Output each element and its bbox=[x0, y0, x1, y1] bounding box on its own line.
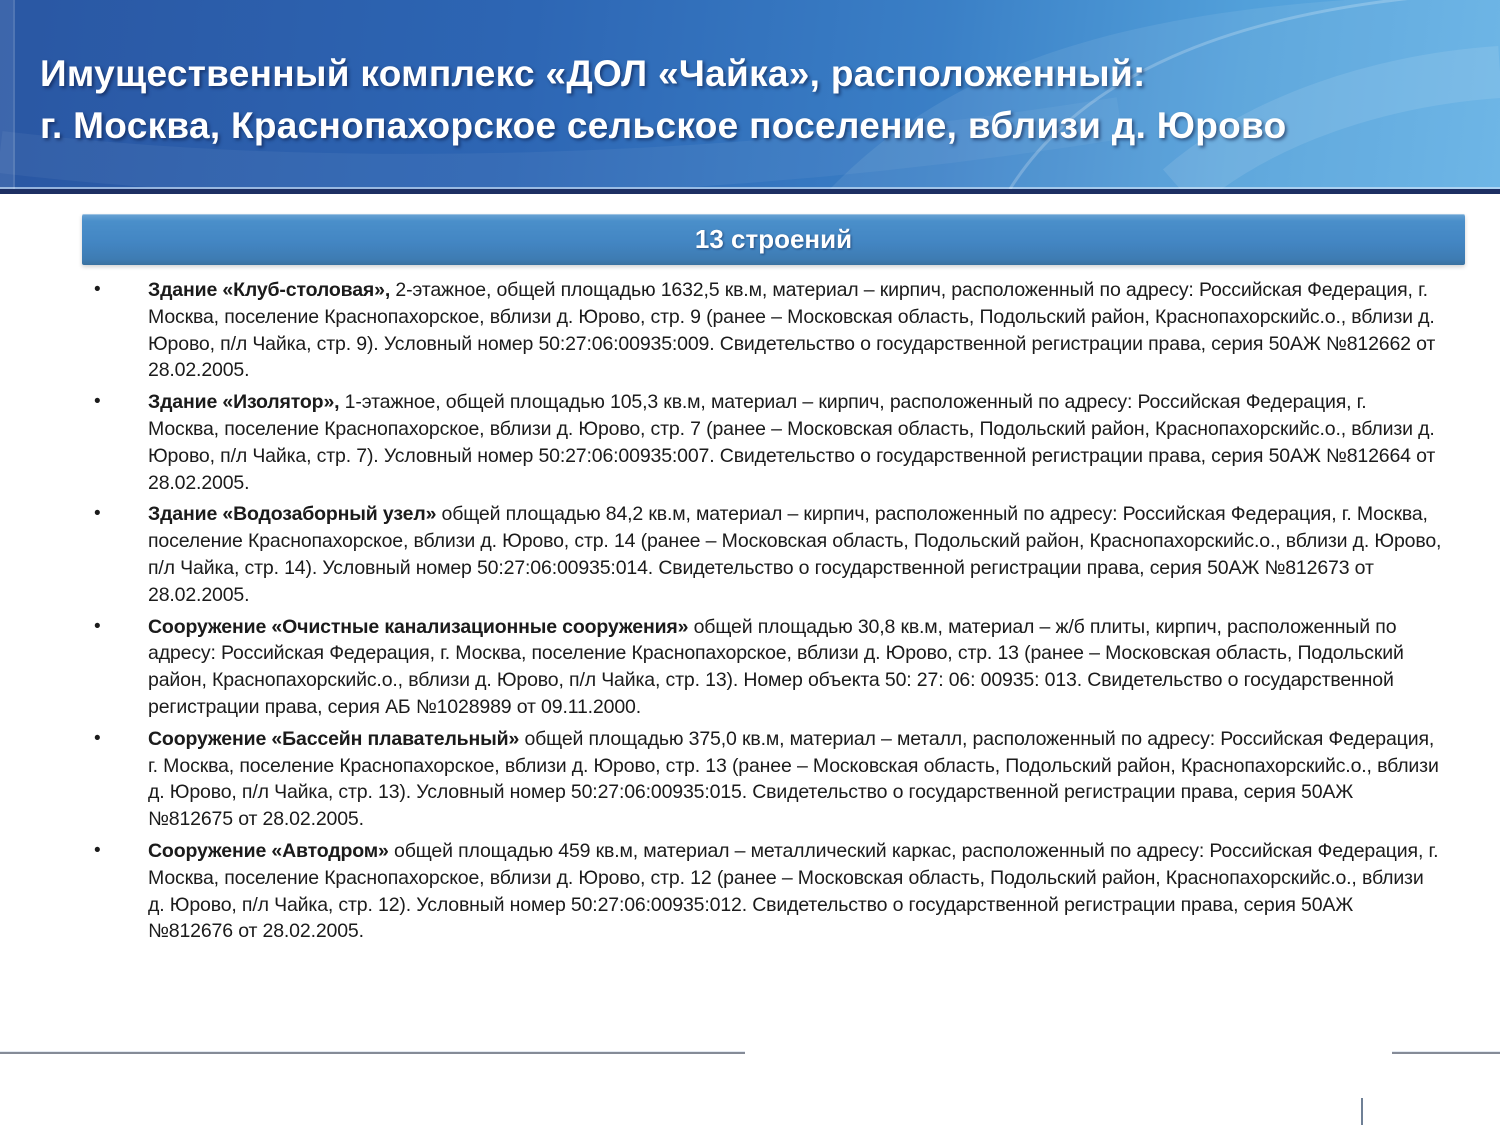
footer-line-right bbox=[1392, 1052, 1500, 1054]
building-details: общей площадью 459 кв.м, материал – металлический каркас, расположенный по адресу: Российская Федерация, г. Москва, поселение Краснопахорское, вблизи д. Юрово, стр. 12 (ранее – Московская область, Подольский район, Краснопахорскийс.о., вблизи д. Юрово, п/л Чайка, стр. 12). Условный номер 50:27:06:00935:012. Свидетельство о государственной регистрации права, серия 50АЖ №812676 от 28.02.2005. bbox=[148, 839, 1439, 943]
building-name: Сооружение «Автодром» bbox=[148, 839, 389, 862]
list-item-vodozaborny-uzel bbox=[82, 501, 1442, 608]
bullet-marker: • bbox=[94, 615, 101, 637]
building-details: общей площадью 375,0 кв.м, материал – металл, расположенный по адресу: Российская Федерация, г. Москва, поселение Краснопахорское, вблизи д. Юрово, стр. 13 (ранее – Московская область, Подольский район, Краснопахорскийс.о., вблизи д. Юрово, п/л Чайка, стр. 13). Условный номер 50:27:06:00935:015. Свидетельство о государственной регистрации права, серия 50АЖ №812675 от 28.02.2005. bbox=[148, 727, 1439, 831]
slide-title-line-2: г. Москва, Краснопахорское сельское поселение, вблизи д. Юрово bbox=[40, 105, 1287, 146]
list-item-club-stolovaya bbox=[82, 277, 1442, 384]
building-name: Здание «Клуб-столовая», bbox=[148, 279, 391, 301]
list-item-bassein bbox=[82, 726, 1442, 833]
bullet-marker: • bbox=[94, 727, 101, 749]
bullet-marker: • bbox=[94, 391, 101, 413]
slide-title bbox=[40, 48, 1286, 152]
list-item-avtodrom bbox=[82, 838, 1442, 945]
building-name: Здание «Изолятор», bbox=[148, 391, 340, 414]
buildings-count-label: 13 строений bbox=[694, 224, 853, 254]
buildings-count-banner bbox=[82, 214, 1465, 265]
building-details: общей площадью 84,2 кв.м, материал – кирпич, расположенный по адресу: Российская Федерация, г. Москва, поселение Краснопахорское, вблизи д. Юрово, стр. 14 (ранее – Московская область, Подольский район, Краснопахорскийс.о., вблизи д. Юрово, п/л Чайка, стр. 14). Условный номер 50:27:06:00935:014. Свидетельство о государственной регистрации права, серия 50АЖ №812673 от 28.02.2005. bbox=[148, 503, 1442, 606]
building-name: Сооружение «Бассейн плавательный» bbox=[148, 727, 520, 750]
bullet-marker: • bbox=[94, 839, 101, 861]
footer-line-left bbox=[0, 1052, 745, 1054]
bullet-marker: • bbox=[94, 279, 101, 300]
footer-divider bbox=[1361, 1098, 1363, 1125]
building-name: Сооружение «Очистные канализационные сооружения» bbox=[148, 615, 689, 638]
bullet-marker: • bbox=[94, 503, 101, 525]
list-item-ochistnye-sooruzheniya bbox=[82, 614, 1442, 721]
list-item-izolyator bbox=[82, 389, 1442, 496]
slide-title-line-1: Имущественный комплекс «ДОЛ «Чайка», расположенный: bbox=[40, 53, 1146, 94]
buildings-list bbox=[82, 277, 1442, 950]
building-name: Здание «Водозаборный узел» bbox=[148, 503, 437, 526]
building-details: 1-этажное, общей площадью 105,3 кв.м, материал – кирпич, расположенный по адресу: Российская Федерация, г. Москва, поселение Краснопахорское, вблизи д. Юрово, стр. 7 (ранее – Московская область, Подольский район, Краснопахорскийс.о., вблизи д. Юрово, п/л Чайка, стр. 7). Условный номер 50:27:06:00935:007. Свидетельство о государственной регистрации права, серия 50АЖ №812664 от 28.02.2005. bbox=[148, 391, 1436, 494]
slide-header bbox=[0, 0, 1500, 194]
building-details: общей площадью 30,8 кв.м, материал – ж/б плиты, кирпич, расположенный по адресу: Российская Федерация, г. Москва, поселение Краснопахорское, вблизи д. Юрово, стр. 13 (ранее – Московская область, Подольский район, Краснопахорскийс.о., вблизи д. Юрово, п/л Чайка, стр. 13). Номер объекта 50: 27: 06: 00935: 013. Свидетельство о государственной регистрации права, серия АБ №1028989 от 09.11.2000. bbox=[148, 615, 1404, 718]
building-details: 2-этажное, общей площадью 1632,5 кв.м, материал – кирпич, расположенный по адресу: Российская Федерация, г. Москва, поселение Краснопахорское, вблизи д. Юрово, стр. 9 (ранее – Московская область, Подольский район, Краснопахорскийс.о., вблизи д. Юрово, п/л Чайка, стр. 9). Условный номер 50:27:06:00935:009. Свидетельство о государственной регистрации права, серия 50АЖ №812662 от 28.02.2005. bbox=[148, 279, 1436, 382]
